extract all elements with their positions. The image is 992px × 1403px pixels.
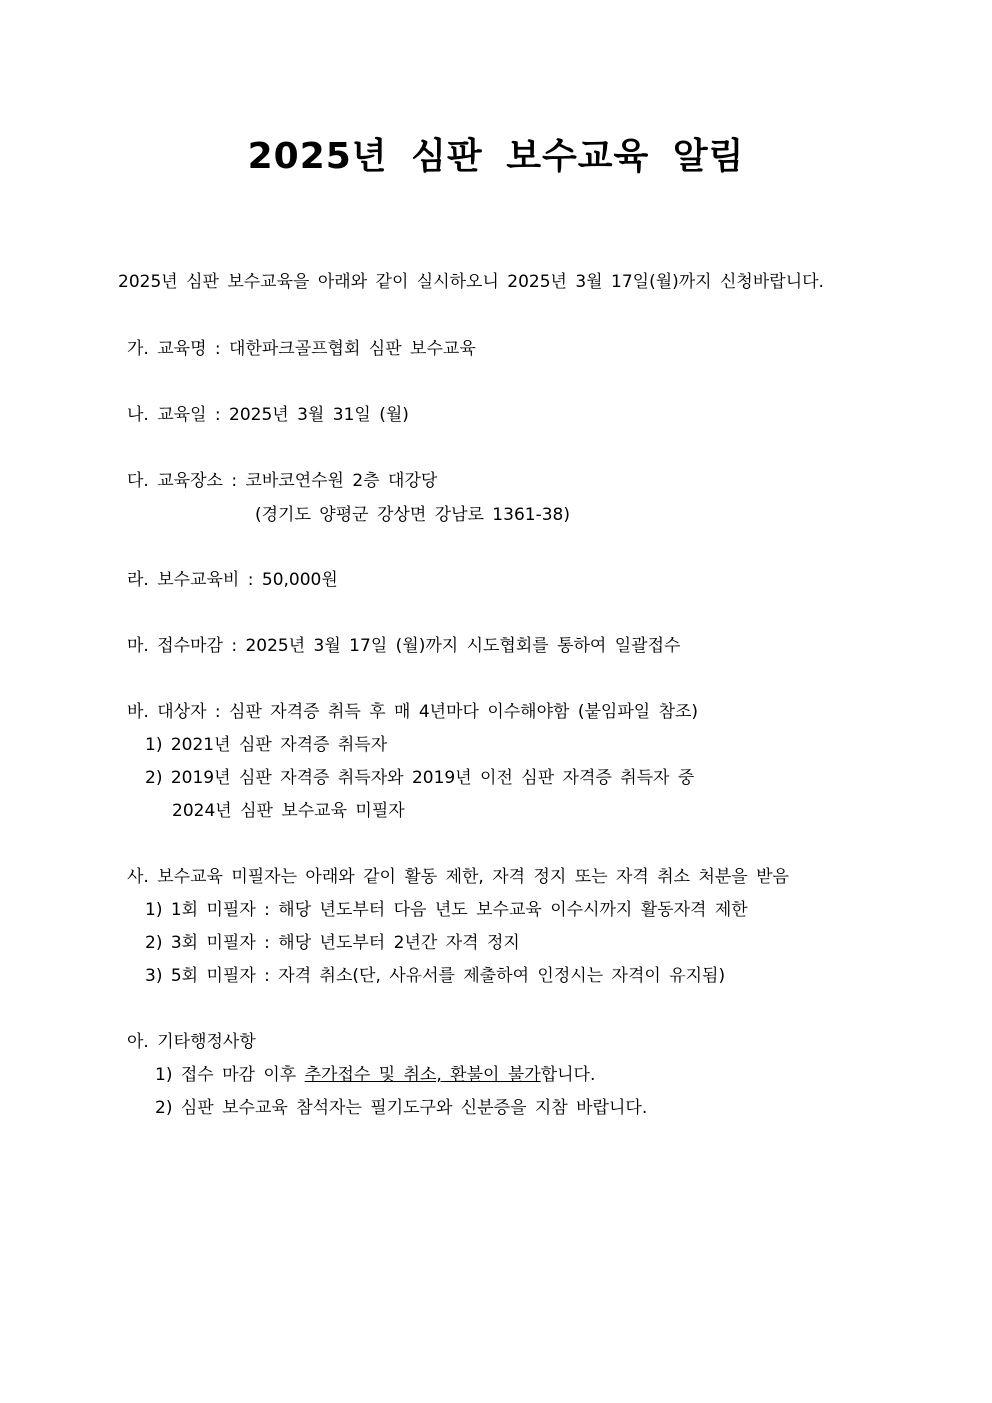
- item-sa-sub-1: 1) 1회 미필자 : 해당 년도부터 다음 년도 보수교육 이수시까지 활동자격 제한: [145, 900, 748, 920]
- item-ra-fee: 라. 보수교육비 : 50,000원: [127, 570, 338, 590]
- document-title: 2025년 심판 보수교육 알림: [247, 136, 745, 177]
- item-ba-target: 바. 대상자 : 심판 자격증 취득 후 매 4년마다 이수해야함 (붙임파일 참조): [127, 702, 699, 722]
- item-sa-sub-2: 2) 3회 미필자 : 해당 년도부터 2년간 자격 정지: [145, 933, 520, 953]
- item-da-venue: 다. 교육장소 : 코바코연수원 2층 대강당: [127, 471, 438, 491]
- item-ba-sub-1: 1) 2021년 심판 자격증 취득자: [145, 735, 388, 755]
- intro-text: 2025년 심판 보수교육을 아래와 같이 실시하오니 2025년 3월 17일(월)까지 신청바랍니다.: [118, 272, 824, 292]
- item-ba-sub-2-continued: 2024년 심판 보수교육 미필자: [172, 801, 405, 821]
- item-a-sub-1: [155, 1063, 595, 1087]
- item-a-sub-1-underlined: 추가접수 및 취소, 환불이 불가: [304, 1065, 541, 1085]
- item-a-other: 아. 기타행정사항: [127, 1032, 256, 1052]
- item-a-sub-1-prefix: 1) 접수 마감 이후: [155, 1065, 305, 1085]
- item-ga-course-name: 가. 교육명 : 대한파크골프협회 심판 보수교육: [127, 339, 476, 359]
- item-na-course-date: 나. 교육일 : 2025년 3월 31일 (월): [127, 405, 409, 425]
- item-a-sub-2: 2) 심판 보수교육 참석자는 필기도구와 신분증을 지참 바랍니다.: [155, 1098, 648, 1118]
- item-ma-deadline: 마. 접수마감 : 2025년 3월 17일 (월)까지 시도협회를 통하여 일괄접수: [127, 636, 681, 656]
- item-a-sub-1-suffix: 합니다.: [540, 1065, 596, 1085]
- item-sa-sub-3: 3) 5회 미필자 : 자격 취소(단, 사유서를 제출하여 인정시는 자격이 유지됨): [145, 966, 726, 986]
- item-ba-sub-2: 2) 2019년 심판 자격증 취득자와 2019년 이전 심판 자격증 취득자 중: [145, 768, 695, 788]
- item-sa-penalty: 사. 보수교육 미필자는 아래와 같이 활동 제한, 자격 정지 또는 자격 취소 처분을 받음: [127, 867, 789, 887]
- item-da-venue-address: (경기도 양평군 강상면 강남로 1361-38): [255, 505, 570, 525]
